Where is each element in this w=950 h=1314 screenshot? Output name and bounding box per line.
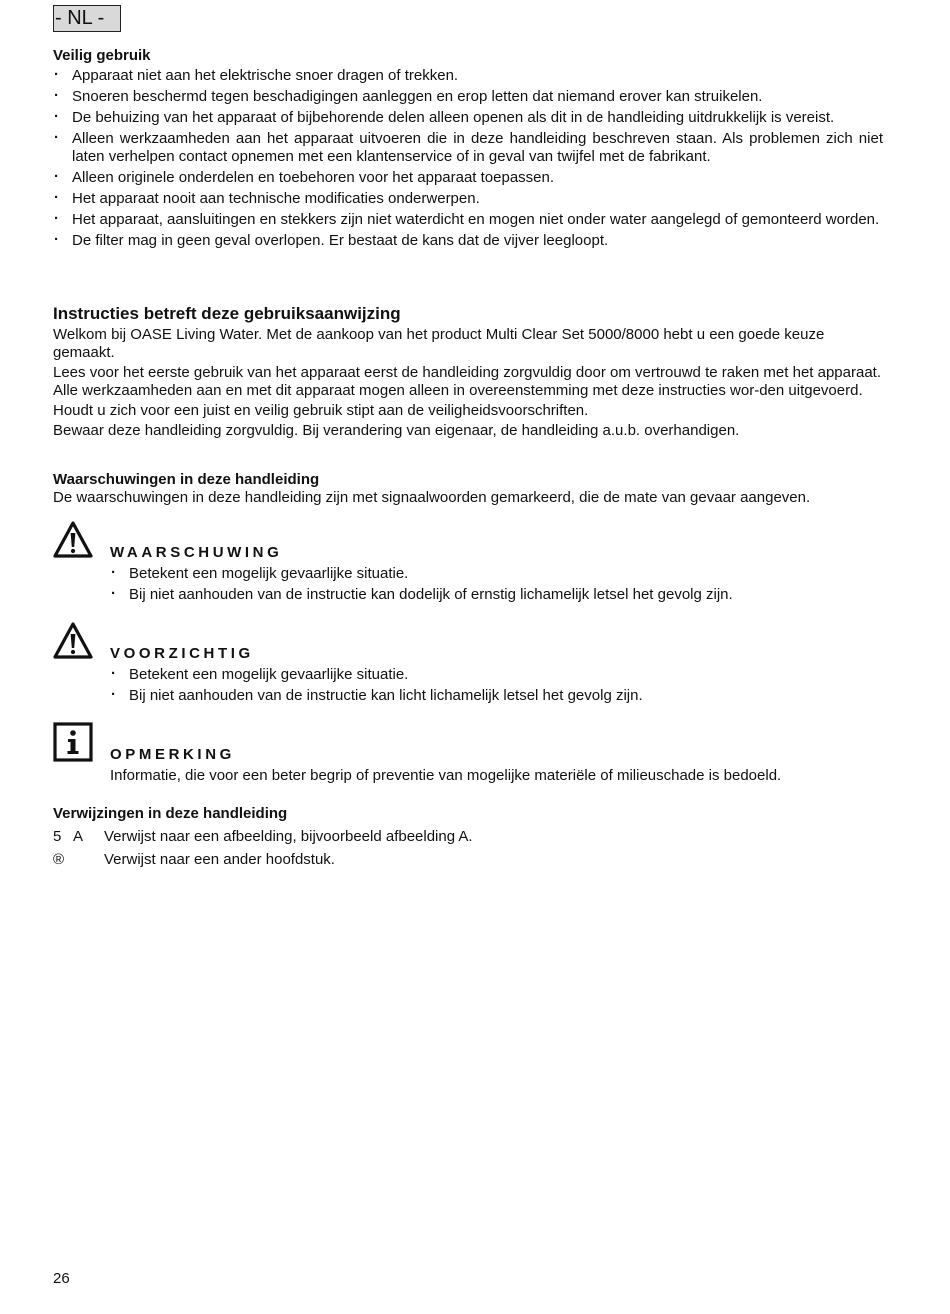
paragraph: Bewaar deze handleiding zorgvuldig. Bij verandering van eigenaar, de handleiding a.u.b. overhandigen. [53,422,740,439]
paragraph: Houdt u zich voor een juist en veilig gebruik stipt aan de veiligheidsvoorschriften. [53,402,589,419]
info-icon [53,722,93,762]
safe-use-list [53,67,883,250]
notice-keyword: WAARSCHUWING [110,544,283,561]
notice-text: Informatie, die voor een beter begrip of preventie van mogelijke materiële of milieuschade is bedoeld. [110,767,782,784]
notice-keyword: VOORZICHTIG [110,645,254,662]
caution-triangle-icon [53,621,93,661]
list-item: · Bij niet aanhouden van de instructie kan dodelijk of ernstig lichamelijk letsel het gevolg zijn. [110,586,883,604]
safe-use-section [53,46,883,253]
list-item: · Het apparaat nooit aan technische modificaties onderwerpen. [53,190,883,208]
section-heading-instructions: Instructies betreft deze gebruiksaanwijzing [53,304,401,323]
warnings-section [53,470,883,507]
warning-triangle-icon [53,520,93,560]
list-item: · De filter mag in geen geval overlopen. Er bestaat de kans dat de vijver leegloopt. [53,232,883,250]
reference-text: Verwijst naar een afbeelding, bijvoorbeeld afbeelding A. [104,828,473,845]
list-item: · Apparaat niet aan het elektrische snoer dragen of trekken. [53,67,883,85]
references-section [53,804,883,869]
list-item: · Het apparaat, aansluitingen en stekkers zijn niet waterdicht en mogen niet onder water aangelegd of gemonteerd worden. [53,211,883,229]
list-item: · Snoeren beschermd tegen beschadigingen aanleggen en erop letten dat niemand erover kan struikelen. [53,88,883,106]
list-item: · Bij niet aanhouden van de instructie kan licht lichamelijk letsel het gevolg zijn. [110,687,883,705]
reference-row [53,828,883,846]
section-heading-warnings: Waarschuwingen in deze handleiding [53,471,320,488]
list-item: · Betekent een mogelijk gevaarlijke situatie. [110,666,883,684]
warnings-intro: De waarschuwingen in deze handleiding zijn met signaalwoorden gemarkeerd, die de mate van gevaar aangeven. [53,489,811,506]
paragraph: Welkom bij OASE Living Water. Met de aankoop van het product Multi Clear Set 5000/8000 hebt u een goede keuze gemaakt. [53,326,825,361]
list-item: · Alleen originele onderdelen en toebehoren voor het apparaat toepassen. [53,169,883,187]
list-item: · Betekent een mogelijk gevaarlijke situatie. [110,565,883,583]
reference-text: Verwijst naar een ander hoofdstuk. [104,851,335,868]
list-item: · Alleen werkzaamheden aan het apparaat uitvoeren die in deze handleiding beschreven staan. Als problemen zich niet laten verhelpen contact opnemen met een klantenservice of in geval van twijfel met de fabrikant. [53,130,883,166]
notice-list [110,666,883,705]
language-tag: - NL - [53,5,121,32]
reference-row [53,851,883,869]
notice-list [110,565,883,604]
instructions-section [53,303,883,442]
section-heading-safe-use: Veilig gebruik [53,47,151,64]
paragraph: Lees voor het eerste gebruik van het apparaat eerst de handleiding zorgvuldig door om vertrouwd te raken met het apparaat. Alle werkzaamheden aan en met dit apparaat mogen alleen in overeenstemming met deze instructies wor-den uitgevoerd. [53,364,882,399]
reference-symbol: 5 A [53,828,84,845]
reference-symbol: ® [53,851,65,868]
list-item: · De behuizing van het apparaat of bijbehorende delen alleen openen als dit in de handleiding uitdrukkelijk is vereist. [53,109,883,127]
notice-keyword: OPMERKING [110,746,235,763]
page-number: 26 [53,1270,70,1287]
section-heading-references: Verwijzingen in deze handleiding [53,805,288,822]
